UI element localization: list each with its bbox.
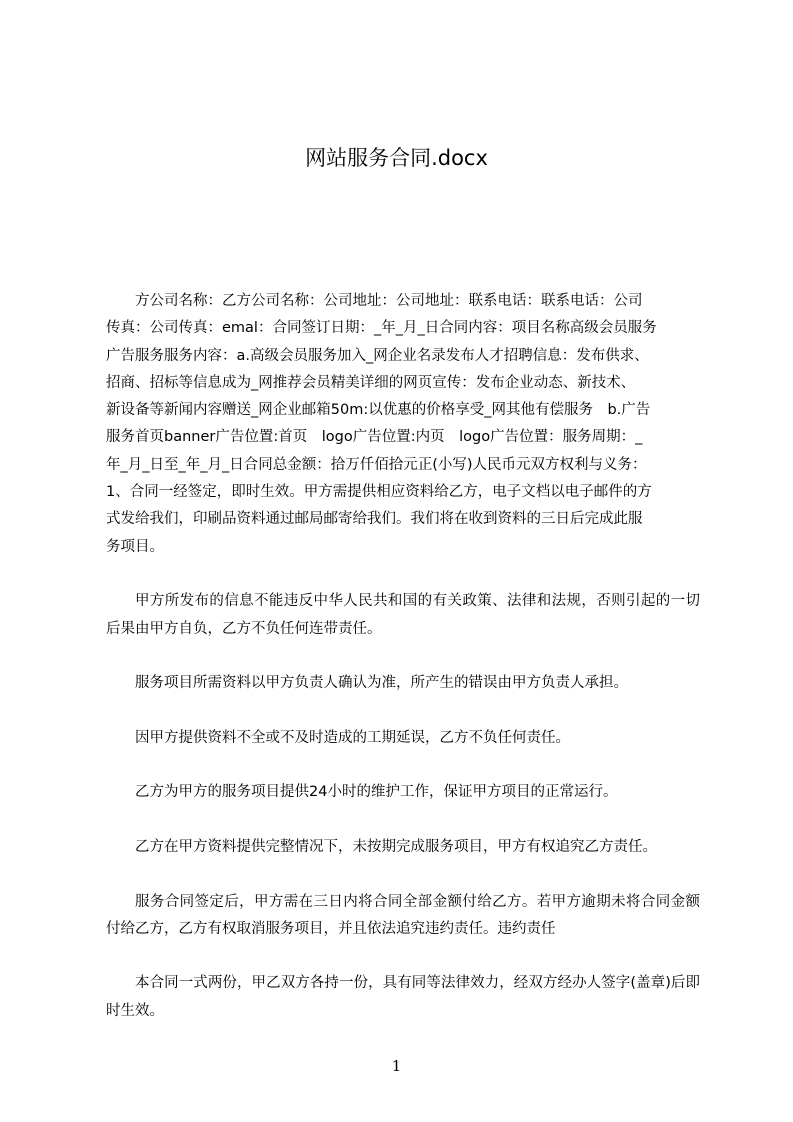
paragraph-payment: 服务合同签定后，甲方需在三日内将合同全部金额付给乙方。若甲方逾期未将合同金额付给乙方，乙方有权取消服务项目，并且依法追究违约责任。违约责任 (106, 893, 700, 937)
text-line: 广告服务服务内容：a.高级会员服务加入_网企业名录发布人才招聘信息：发布供求、 (106, 347, 649, 364)
paragraph-delay-liability: 因甲方提供资料不全或不及时造成的工期延误，乙方不负任何责任。 (135, 729, 570, 746)
page-number: 1 (391, 1057, 402, 1075)
paragraph-contract-details (106, 288, 700, 561)
text-line: 招商、招标等信息成为_网推荐会员精美详细的网页宣传：发布企业动态、新技术、 (106, 374, 636, 391)
document-body (106, 288, 700, 1052)
text-line: 传真：公司传真：emal：合同签订日期：_年_月_日合同内容：项目名称高级会员服务 (106, 320, 657, 337)
paragraph-maintenance: 乙方为甲方的服务项目提供24小时的维护工作，保证甲方项目的正常运行。 (135, 784, 618, 801)
text-line: 新设备等新闻内容赠送_网企业邮箱50m:以优惠的价格享受_网其他有偿服务 b.广告 (106, 402, 651, 419)
document-title: 网站服务合同.docx (305, 146, 488, 170)
text-line: 服务首页banner广告位置:首页 logo广告位置:内页 logo广告位置：服务周期：_ (106, 429, 643, 446)
text-line: 年_月_日至_年_月_日合同总金额：拾万仟佰拾元正(小写)人民币元双方权利与义务： (106, 456, 647, 473)
text-line: 式发给我们，印刷品资料通过邮局邮寄给我们。我们将在收到资料的三日后完成此服 (106, 511, 643, 528)
paragraph-breach: 乙方在甲方资料提供完整情况下，未按期完成服务项目，甲方有权追究乙方责任。 (135, 838, 657, 855)
paragraph-materials-confirmation: 服务项目所需资料以甲方负责人确认为准，所产生的错误由甲方负责人承担。 (135, 675, 628, 692)
paragraph-legal-compliance: 甲方所发布的信息不能违反中华人民共和国的有关政策、法律和法规，否则引起的一切后果由甲方自负，乙方不负任何连带责任。 (106, 593, 700, 637)
text-line: 方公司名称：乙方公司名称：公司地址：公司地址：联系电话：联系电话：公司 (135, 293, 643, 309)
text-line: 务项目。 (106, 538, 164, 555)
paragraph-validity: 本合同一式两份，甲乙双方各持一份，具有同等法律效力，经双方经办人签字(盖章)后即时生效。 (106, 975, 700, 1019)
text-line: 1、合同一经签定，即时生效。甲方需提供相应资料给乙方，电子文档以电子邮件的方 (106, 484, 652, 501)
